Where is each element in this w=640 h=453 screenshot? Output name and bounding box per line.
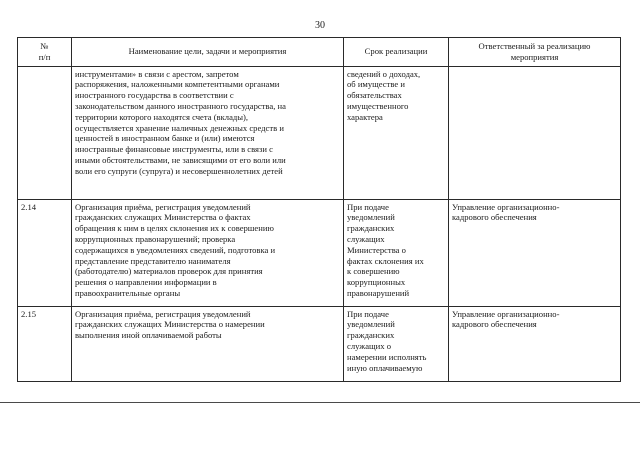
- row-term: сведений о доходах, об имуществе и обязательствах имущественного характера: [344, 66, 449, 199]
- header-number: № п/п: [18, 38, 72, 67]
- row-measure-name: инструментами» в связи с арестом, запретом распоряжения, наложенными компетентными органами иностранного государства в соответствии с законодательством данного иностранного государства, на территории которого находятся счета (вклады), осуществляется хранение наличных денежных средств и ценностей в иностранном банке и (или) имеются иностранные финансовые инструменты, или в связи с иными обстоятельствами, не зависящими от его воли или воли его супруги (супруга) и несовершеннолетних детей: [72, 66, 344, 199]
- row-term: При подаче уведомлений гражданских служащих Министерства о фактах склонения их к совершению коррупционных правонарушений: [344, 199, 449, 306]
- table-row: [18, 306, 621, 381]
- row-term: При подаче уведомлений гражданских служащих о намерении исполнять иную оплачиваемую: [347, 308, 427, 373]
- page-number: 30: [315, 20, 325, 31]
- header-measure-name: Наименование цели, задачи и мероприятия: [72, 38, 344, 67]
- row-term-cell: [344, 306, 449, 381]
- row-responsible: [449, 66, 621, 199]
- row-number: 2.14: [18, 199, 72, 306]
- measures-table: [17, 37, 621, 382]
- page-bottom-rule: [0, 402, 640, 403]
- header-responsible: Ответственный за реализацию мероприятия: [449, 38, 621, 67]
- table-row: [18, 199, 621, 306]
- row-measure-name: Организация приёма, регистрация уведомлений гражданских служащих Министерства о фактах обращения к ним в целях склонения их к совершению коррупционных правонарушений; проверка содержащихся в уведомлениях сведений, подготовка и представление представителю нанимателя (работодателю) материалов проверок для принятия решения о направлении информации в правоохранительные органы: [72, 199, 344, 306]
- header-term: Срок реализации: [344, 38, 449, 67]
- row-responsible: Управление организационно- кадрового обеспечения: [449, 306, 621, 381]
- row-responsible: Управление организационно- кадрового обеспечения: [449, 199, 621, 306]
- table-header-row: [18, 38, 621, 67]
- table-row: [18, 66, 621, 199]
- row-number: 2.15: [18, 306, 72, 381]
- row-measure-name: Организация приёма, регистрация уведомлений гражданских служащих Министерства о намерении выполнения иной оплачиваемой работы: [72, 306, 344, 381]
- row-number: [18, 66, 72, 199]
